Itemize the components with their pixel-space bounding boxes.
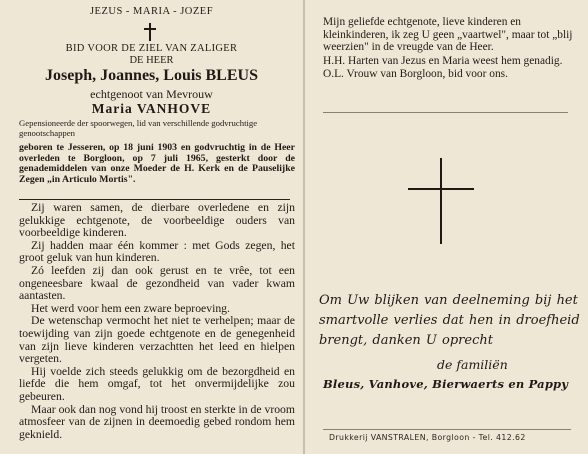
farewell-message [323,16,573,82]
divider [323,112,568,113]
tribute-paragraph: De wetenschap vermocht het niet te verhelpen; maar de toewijding van zijn goede echtgenote en de genegenheid van zijn lieve kinderen verzachtten het leed en hielpen vergeten. [19,314,295,366]
divider [323,429,571,430]
tribute-text [19,202,295,441]
bio-text: geboren te Jesseren, op 18 juni 1903 en godvruchtig in de Heer overleden te Borgloon, op 7 juli 1965, gesterkt door de genademiddelen van onze Moeder de H. Kerk en de Pauselijke Zegen „in Articulo Mortis". [19,142,295,185]
tribute-paragraph: Het werd voor hem een zware beproeving. [31,301,230,315]
tribute-paragraph: Zij waren samen, de dierbare overledene en zijn gelukkige echtgenote, de voorbeeldige ouders van voorbeeldige kinderen. [19,201,295,240]
spouse-name: Maria VANHOVE [91,101,212,116]
small-cross-icon [143,23,157,41]
occupation-text: Gepensioneerde der spoorwegen, lid van verschillende godvruchtige genootschappen [19,118,258,138]
printer-credit: Drukkerij VANSTRALEN, Borgloon - Tel. 412.62 [329,433,526,442]
farewell-paragraph: O.L. Vrouw van Borgloon, bid voor ons. [323,68,508,81]
tribute-paragraph: Maar ook dan nog vond hij troost en sterkte in de vroom atmosfeer van de zijnen in deemoedig gebed rondom hem geknield. [19,402,295,441]
farewell-paragraph: Mijn geliefde echtgenote, lieve kinderen en kleinkinderen, ik zeg U geen „vaartwel", maar tot „blij weerzien" in de vreugde van de Heer. [323,16,573,54]
tribute-paragraph: Zij hadden maar één kommer : met Gods zegen, het groot geluk van hun kinderen. [19,238,295,265]
prayer-line-2: DE HEER [129,55,174,66]
right-panel [305,0,588,454]
divider [19,199,290,200]
prayer-line: BID VOOR DE ZIEL VAN ZALIGER [65,43,238,54]
thanks-text: Om Uw blijken van deelneming bij het smartvolle verlies dat hen in droefheid brengt, danken U oprecht [319,293,580,348]
large-cross-icon [408,158,474,244]
tribute-paragraph: Hij voelde zich steeds gelukkig om de bezorgdheid en liefde die hem omgaf, tot het onvermijdelijke zou gebeuren. [19,364,295,403]
deceased-name: Joseph, Joannes, Louis BLEUS [45,67,258,84]
farewell-paragraph: H.H. Harten van Jezus en Maria weest hem genadig. [323,54,563,67]
families-intro: de familiën [437,357,508,372]
invocation: JEZUS - MARIA - JOZEF [89,6,214,17]
families-names: Bleus, Vanhove, Bierwaerts en Pappy [323,377,569,391]
spouse-intro: echtgenoot van Mevrouw [90,87,213,101]
tribute-paragraph: Zó leefden zij dan ook gerust en te vrêe, tot een ongeneesbare kwaal de gezondheid van vader kwam aantasten. [19,263,295,303]
